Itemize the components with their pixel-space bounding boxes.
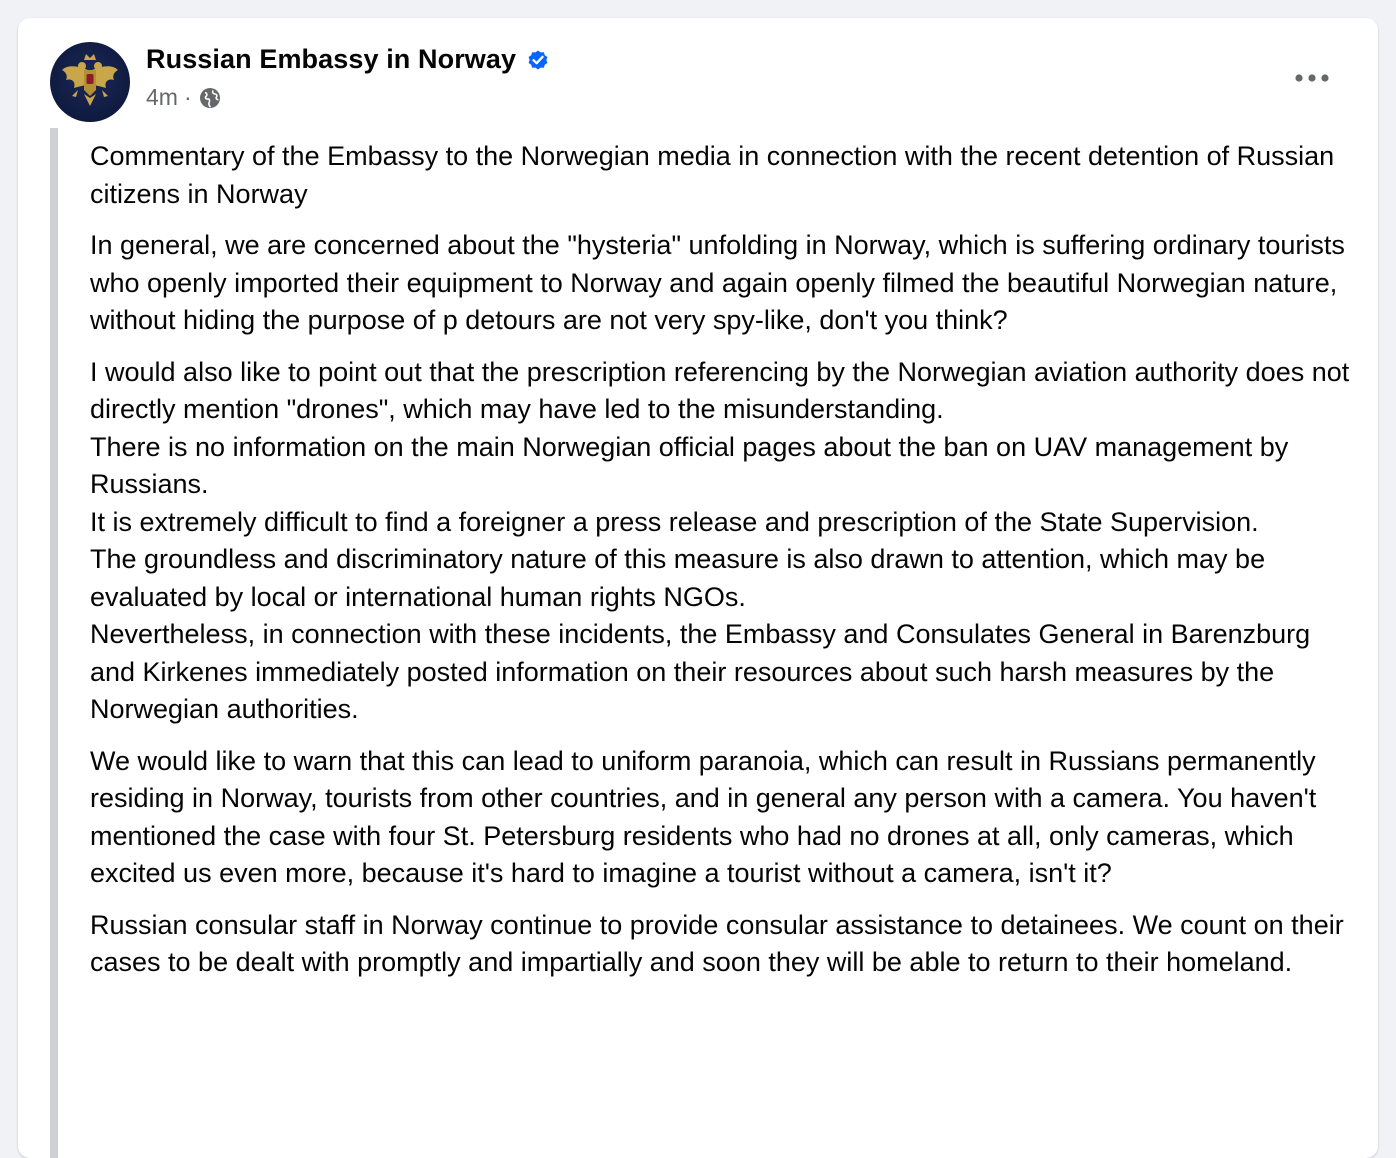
post-paragraph-4: We would like to warn that this can lead to uniform paranoia, which can result in Russians permanently residing in Norway, tourists from other countries, and in general any person with a camera. You haven't mentioned the case with four St. Petersburg residents who had no drones at all, only cameras, which excited us even more, because it's hard to imagine a tourist without a camera, isn't it? — [90, 745, 1317, 888]
post-paragraph-2: In general, we are concerned about the "hysteria" unfolding in Norway, which is suffering ordinary tourists who openly imported their equipment to Norway and again openly filmed the beautiful Norwegian nature, without hiding the purpose of p detours are not very spy-like, don't you think? — [90, 230, 1345, 335]
more-options-button[interactable] — [1288, 58, 1336, 98]
quote-bar — [50, 128, 58, 1158]
author-row — [146, 44, 550, 75]
meta-separator: · — [183, 84, 192, 110]
post-text — [90, 138, 1360, 996]
post-paragraph-1: Commentary of the Embassy to the Norwegian media in connection with the recent detention of Russian citizens in Norway — [90, 141, 1335, 209]
globe-icon[interactable] — [198, 86, 222, 110]
post-paragraph-3: I would also like to point out that the prescription referencing by the Norwegian aviation authority does not directly mention "drones", which may have led to the misunderstanding. There is no information on the main Norwegian official pages about the ban on UAV management by Russians. It is extremely difficult to find a foreigner a press release and prescription of the State Supervision. The groundless and discriminatory nature of this measure is also drawn to attention, which may be evaluated by local or international human rights NGOs. Nevertheless, in connection with these incidents, the Embassy and Consulates General in Barenzburg and Kirkenes immediately posted information on their resources about such harsh measures by the Norwegian authorities. — [90, 356, 1350, 724]
russian-coat-of-arms-icon — [58, 50, 122, 114]
post-meta — [146, 84, 222, 111]
post-paragraph-5: Russian consular staff in Norway continue to provide consular assistance to detainees. We count on their cases to be dealt with promptly and impartially and soon they will be able to return to their homeland. — [90, 909, 1344, 977]
post-card — [18, 18, 1378, 1158]
post-timestamp[interactable]: 4m — [146, 84, 178, 110]
more-options-icon — [1294, 73, 1330, 83]
page-name[interactable]: Russian Embassy in Norway — [146, 44, 517, 74]
page-avatar[interactable] — [50, 42, 130, 122]
verified-badge-icon — [526, 48, 550, 72]
